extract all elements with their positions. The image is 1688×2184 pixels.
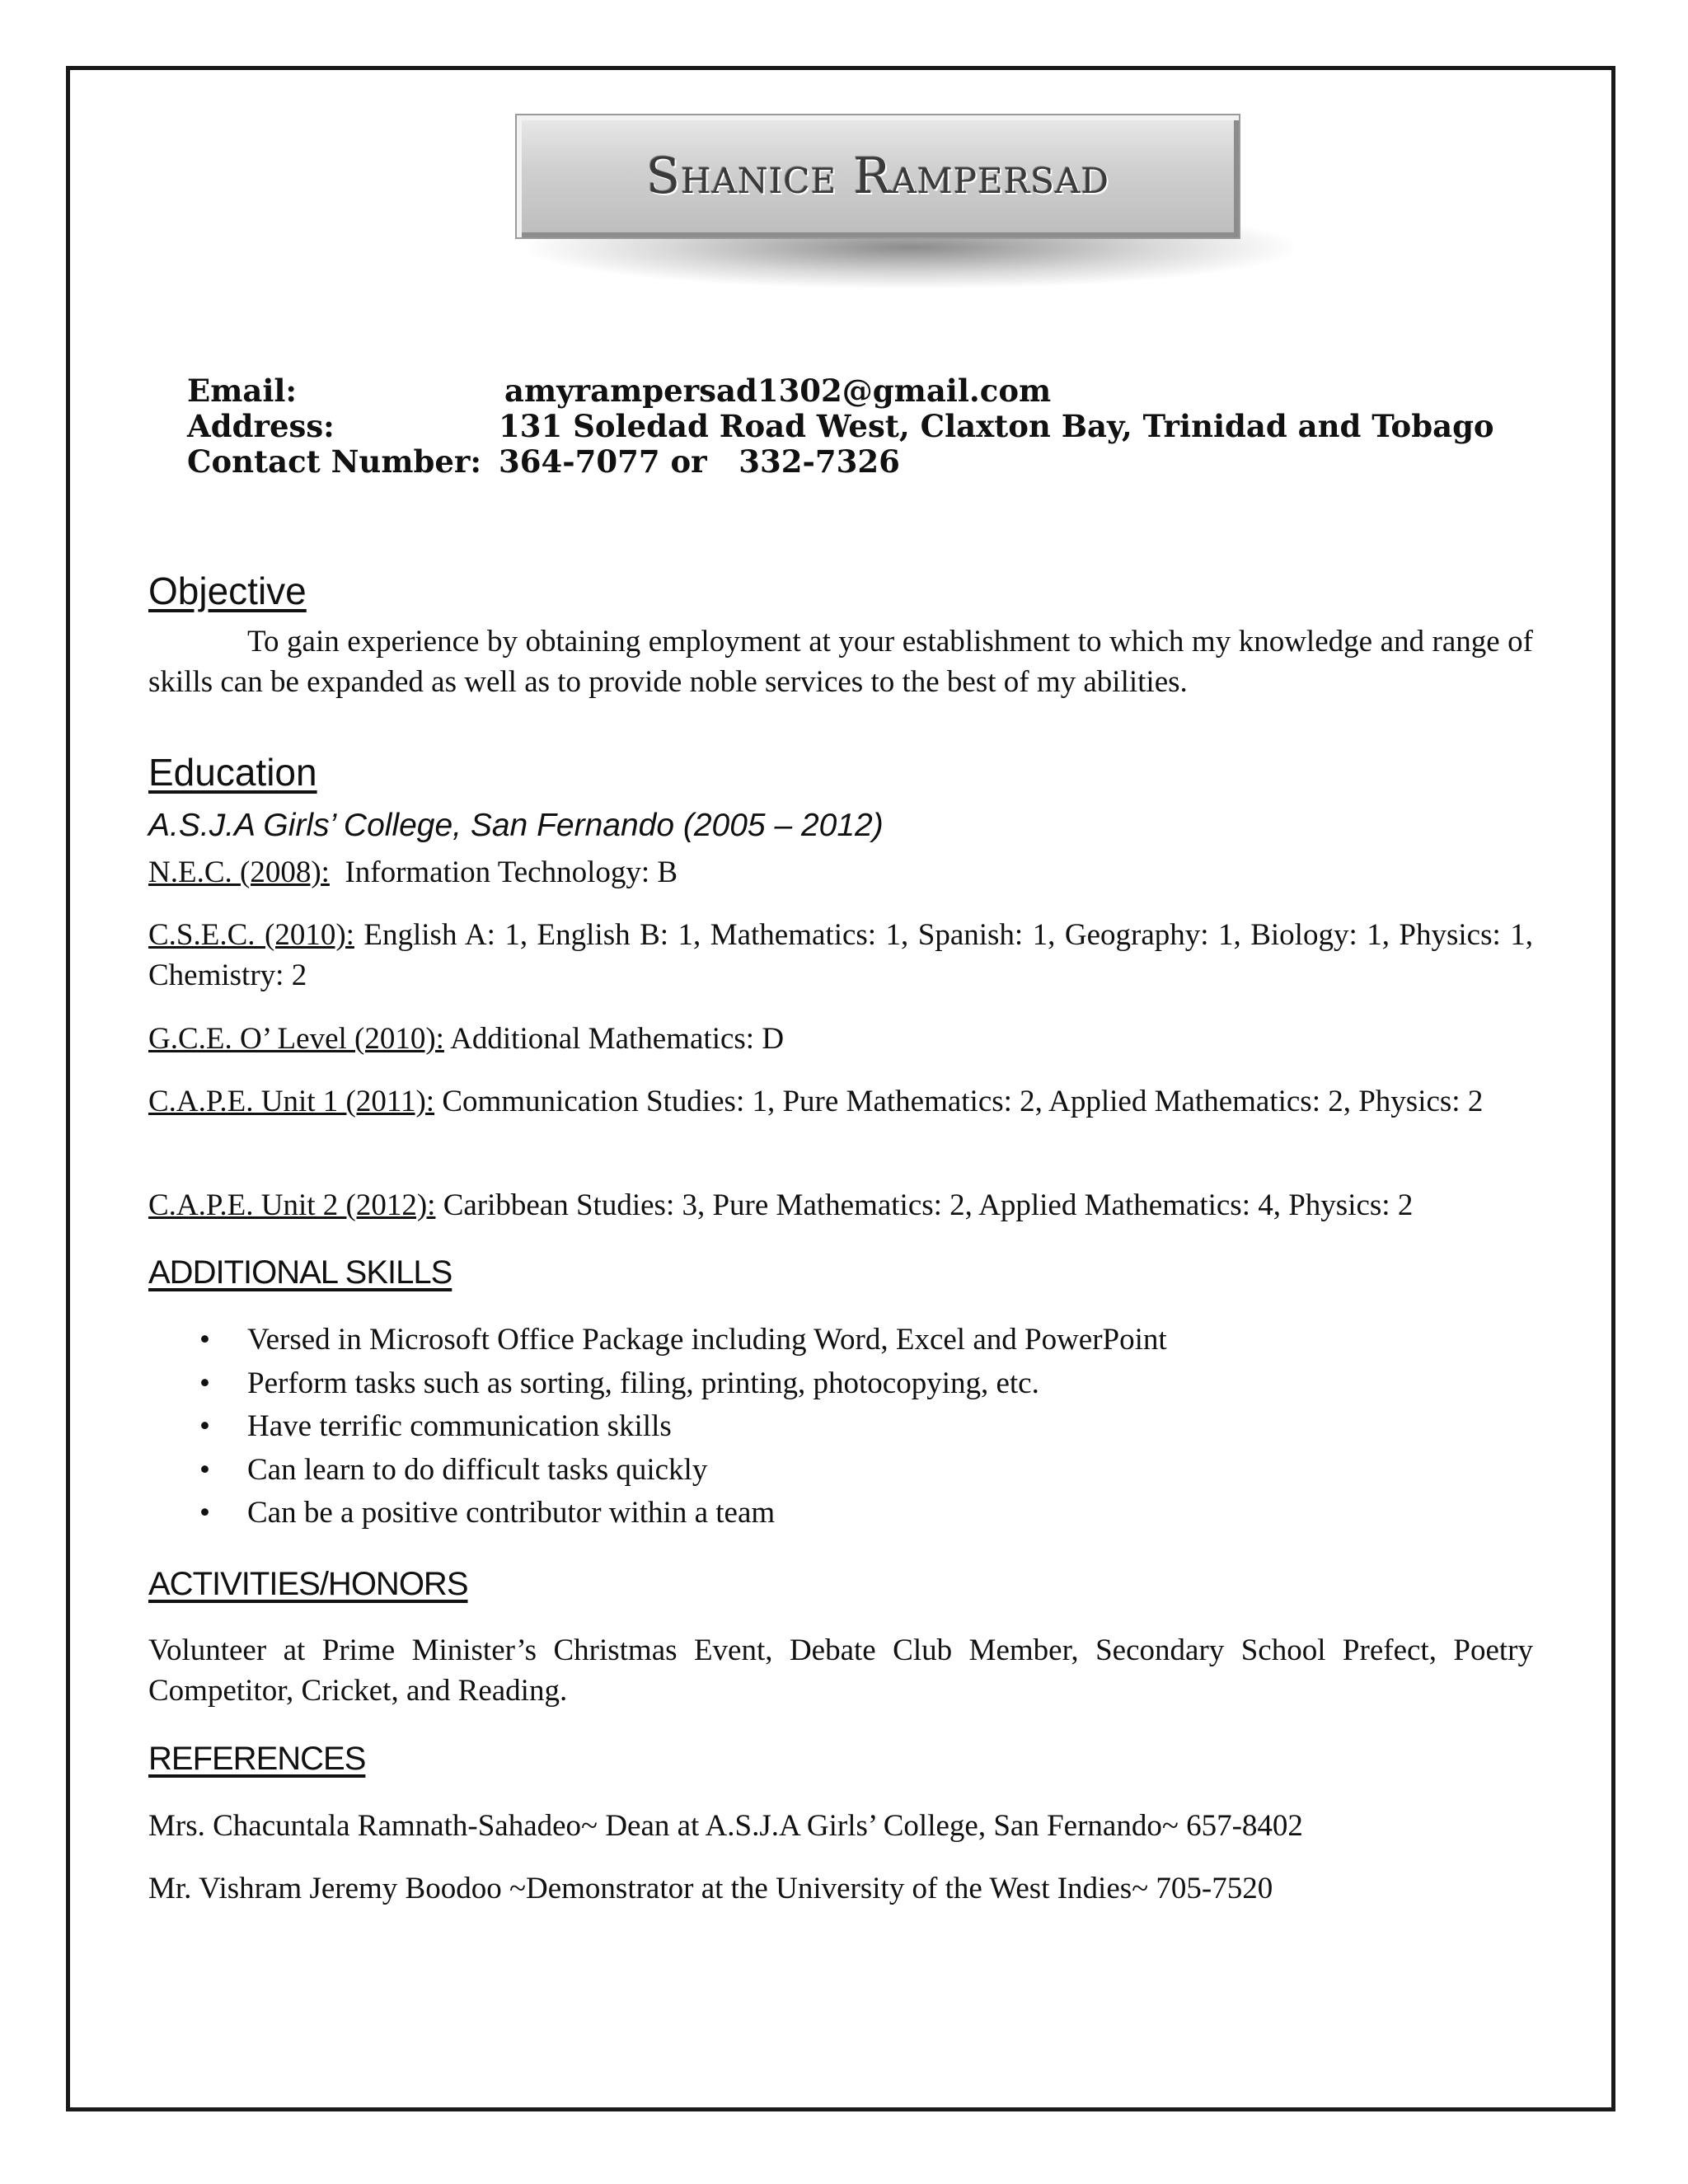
education-entry-label: C.A.P.E. Unit 1 (2011): [148, 1085, 435, 1118]
education-entry-nec [148, 852, 1533, 893]
contact-phone-label: Contact Number: [187, 443, 482, 480]
list-item: • Versed in Microsoft Office Package including Word, Excel and PowerPoint [148, 1319, 1167, 1362]
activities-text: Volunteer at Prime Minister’s Christmas Event, Debate Club Member, Secondary School Prefect, Poetry Competitor, Cricket, and Reading. [148, 1633, 1533, 1708]
reference-item: Mrs. Chacuntala Ramnath-Sahadeo~ Dean at A.S.J.A Girls’ College, San Fernando~ 657-8402 [148, 1809, 1303, 1843]
education-school: A.S.J.A Girls’ College, San Fernando (2005 – 2012) [148, 808, 884, 843]
education-entry-gce [148, 1019, 1533, 1059]
contact-email-label: Email: [187, 373, 298, 409]
contact-address-row [187, 408, 1494, 444]
contact-address-label: Address: [187, 408, 335, 444]
contact-email-value: amyrampersad1302@gmail.com [504, 373, 1052, 409]
list-item: • Have terrific communication skills [148, 1405, 1167, 1449]
list-item: • Perform tasks such as sorting, filing, printing, photocopying, etc. [148, 1362, 1167, 1406]
education-entry-text: English A: 1, English B: 1, Mathematics: 1, Spanish: 1, Geography: 1, Biology: 1, Physics: 1, Chemistry: 2 [148, 918, 1533, 992]
education-heading: Education [148, 751, 317, 794]
candidate-name: Shanice Rampersad [645, 148, 1110, 205]
reference-item: Mr. Vishram Jeremy Boodoo ~Demonstrator at the University of the West Indies~ 705-7520 [148, 1872, 1273, 1905]
education-entry-text: Information Technology: B [345, 855, 678, 889]
education-entry-text: Additional Mathematics: D [450, 1022, 785, 1056]
education-entry-cape2 [148, 1185, 1533, 1226]
education-entry-label: G.C.E. O’ Level (2010): [148, 1022, 444, 1056]
name-plate [515, 114, 1240, 239]
education-entry-text: Communication Studies: 1, Pure Mathematics: 2, Applied Mathematics: 2, Physics: 2 [442, 1085, 1484, 1118]
list-item: • Can learn to do difficult tasks quickly [148, 1449, 1167, 1493]
contact-email-row [187, 373, 1052, 409]
education-entry-label: C.A.P.E. Unit 2 (2012): [148, 1188, 436, 1222]
objective-heading: Objective [148, 569, 307, 612]
education-entry-label: C.S.E.C. (2010): [148, 918, 354, 952]
objective-text: To gain experience by obtaining employment at your establishment to which my knowledge and range of skills can be expanded as well as to provide noble services to the best of my abilities. [148, 625, 1533, 699]
education-entry-csec [148, 915, 1533, 996]
references-heading: REFERENCES [148, 1741, 366, 1777]
list-item: • Can be a positive contributor within a team [148, 1492, 1167, 1535]
education-entry-cape1 [148, 1081, 1533, 1122]
activities-heading: ACTIVITIES/HONORS [148, 1566, 468, 1602]
education-entry-label: N.E.C. (2008): [148, 855, 330, 889]
contact-address-value: 131 Soledad Road West, Claxton Bay, Trinidad and Tobago [499, 408, 1494, 444]
skills-list [148, 1319, 1167, 1535]
contact-phone-value: 364-7077 or 332-7326 [499, 443, 900, 480]
education-entry-text: Caribbean Studies: 3, Pure Mathematics: 2, Applied Mathematics: 4, Physics: 2 [443, 1188, 1414, 1222]
skills-heading: ADDITIONAL SKILLS [148, 1254, 452, 1291]
contact-phone-row [187, 443, 900, 480]
